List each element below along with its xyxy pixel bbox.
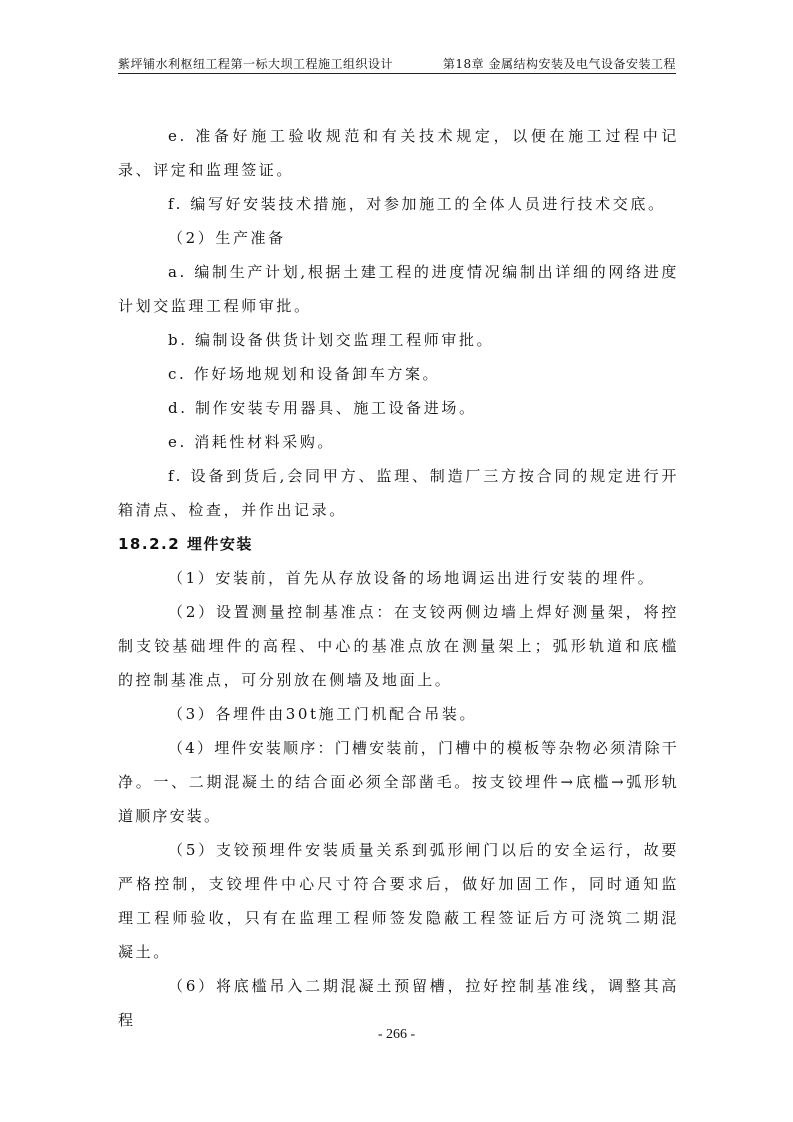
- paragraph-e-acceptance-specs: e. 准备好施工验收规范和有关技术规定，以便在施工过程中记录、评定和监理签证。: [118, 127, 679, 179]
- paragraph-a-production-plan: a. 编制生产计划,根据土建工程的进度情况编制出详细的网络进度计划交监理工程师审批。: [118, 263, 679, 315]
- header-document-title: 紫坪铺水利枢纽工程第一标大坝工程施工组织设计: [118, 57, 394, 71]
- paragraph-b-supply-plan: b. 编制设备供货计划交监理工程师审批。: [168, 331, 495, 349]
- page-number: - 266 -: [377, 1027, 416, 1042]
- paragraph-f-technical-briefing: f. 编写好安装技术措施，对参加施工的全体人员进行技术交底。: [168, 195, 666, 213]
- paragraph-f-delivery-inspection: f. 设备到货后,会同甲方、监理、制造厂三方按合同的规定进行开箱清点、检查，并作出记录。: [118, 467, 679, 519]
- paragraph-production-preparation: （2）生产准备: [168, 229, 286, 247]
- paragraph-1-before-installation: （1）安装前，首先从存放设备的场地调运出进行安装的埋件。: [168, 569, 656, 587]
- paragraph-4-installation-sequence: （4）埋件安装顺序：门槽安装前，门槽中的模板等杂物必须清除干净。一、二期混凝土的结合面必须全部凿毛。按支铰埋件→底槛→弧形轨道顺序安装。: [118, 739, 679, 825]
- paragraph-d-tools-equipment: d. 制作安装专用器具、施工设备进场。: [168, 399, 477, 417]
- page-header: [118, 52, 676, 74]
- header-chapter-title: 第18章 金属结构安装及电气设备安装工程: [442, 57, 676, 71]
- paragraph-c-site-planning: c. 作好场地规划和设备卸车方案。: [168, 365, 441, 383]
- paragraph-2-survey-control-points: （2）设置测量控制基准点：在支铰两侧边墙上焊好测量架，将控制支铰基础埋件的高程、中心的基准点放在测量架上；弧形轨道和底槛的控制基准点，可分别放在侧墙及地面上。: [118, 603, 679, 689]
- paragraph-5-trunnion-embedded-parts: （5）支铰预埋件安装质量关系到弧形闸门以后的安全运行，故要严格控制，支铰埋件中心尺寸符合要求后，做好加固工作，同时通知监理工程师验收，只有在监理工程师签发隐蔽工程签证后方可浇筑二期混凝土。: [118, 841, 679, 961]
- paragraph-6-sill-placement: （6）将底槛吊入二期混凝土预留槽，拉好控制基准线，调整其高程: [118, 977, 679, 1029]
- paragraph-e-consumables: e. 消耗性材料采购。: [168, 433, 336, 451]
- section-heading-embedded-parts: 18.2.2 埋件安装: [118, 535, 253, 553]
- document-body: [118, 119, 679, 1037]
- paragraph-3-hoisting: （3）各埋件由30t施工门机配合吊装。: [168, 705, 478, 723]
